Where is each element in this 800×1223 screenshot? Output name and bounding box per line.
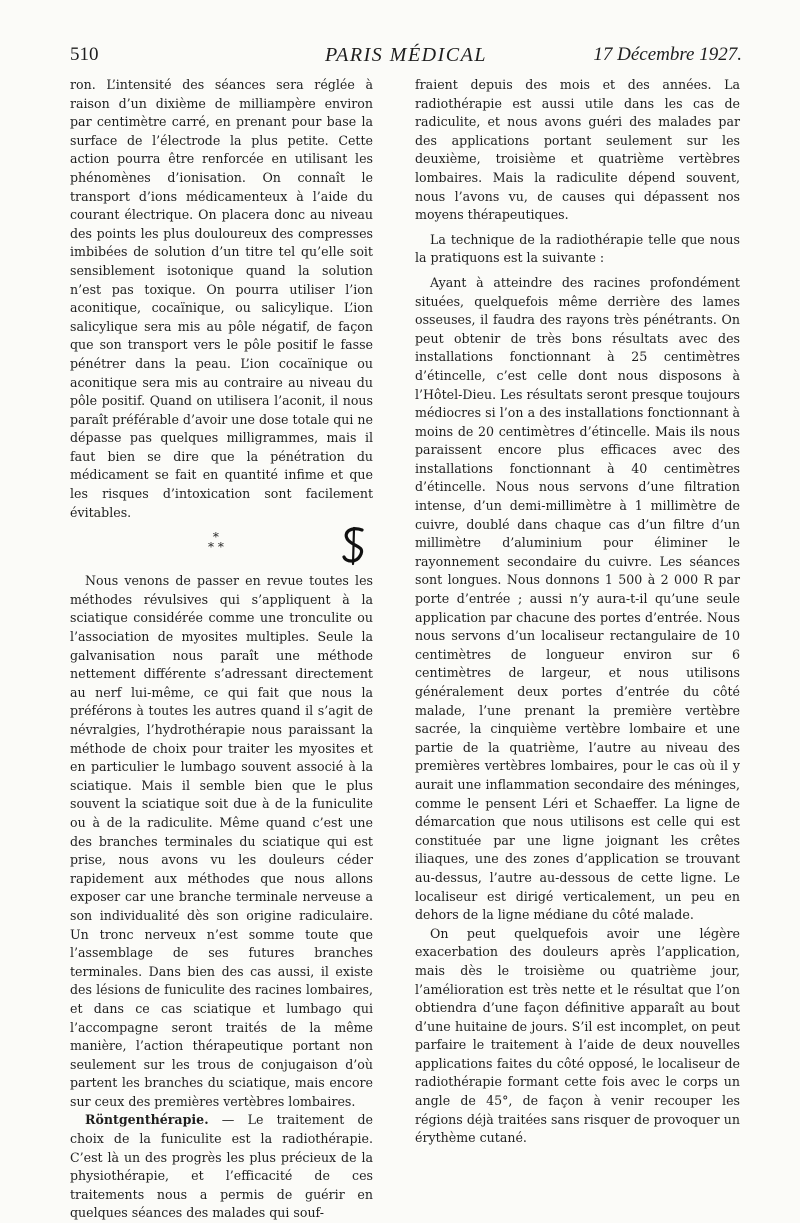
paragraph: La technique de la radiothérapie telle que nous la pratiquons est la suivante : [415,231,740,266]
right-column [415,76,740,1148]
handwritten-mark-icon [338,524,372,568]
issue-date: 17 Décembre 1927. [593,44,742,65]
left-column [70,76,373,1223]
paragraph: Ayant à atteindre des racines profondément situées, quelquefois même derrière des lames osseuses, il faudra des rayons très pénétrants. On peut obtenir de très bons résultats avec des installations fonctionnant à 25 centimètres d’étincelle, c’est celle dont nous disposons à l’Hôtel-Dieu. Les résultats seront presque toujours médiocres si l’on a des installations fonctionnant à moins de 20 centimètres d’étincelle. Mais ils nous paraissent encore plus efficaces avec des installations fonctionnant à 40 centimètres d’étincelle. Nous nous servons d’une filtration intense, d’un demi-millimètre à 1 millimètre de cuivre, doublé dans chaque cas d’un filtre d’un millimètre d’aluminium pour éliminer le rayonnement secondaire du cuivre. Les séances sont longues. Nous donnons 1 500 à 2 000 R par porte d’entrée ; aussi n’y aura-t-il qu’une seule application par chacune des portes d’entrée. Nous nous servons d’un localiseur rectangulaire de 10 centimètres de longueur environ sur 6 centimètres de largeur, et nous utilisons généralement deux portes d’entrée du côté malade, l’une prenant la première vertèbre sacrée, la cinquième vertèbre lombaire et une partie de la quatrième, l’autre au niveau des premières vertèbres lombaires, pour le cas où il y aurait une inflammation secondaire des méninges, comme le pensent Léri et Schaeffer. La ligne de démarcation que nous utilisons est celle qui est constituée par une ligne joignant les crêtes iliaques, une des zones d’application se trouvant au-dessus, l’autre au-dessous de cette ligne. Le localiseur est dirigé verticalement, un peu en dehors de la ligne médiane du côté malade. [415,274,740,923]
paragraph-text: — Le traitement de choix de la funiculite est la radiothérapie. C’est là un des progrès les plus précieux de la physiothérapie, et l’efficacité de ces traitements nous a permis de guérir en quelques séances des malades qui souf- [70,1112,373,1221]
asterism-top: * [212,530,219,545]
section-heading: Röntgenthérapie. [85,1112,209,1128]
journal-title: PARIS MÉDICAL [325,44,487,66]
paragraph: Nous venons de passer en revue toutes les méthodes révulsives qui s’appliquent à la sciatique considérée comme une tronculite ou l’association de myosites multiples. Seule la galvanisation nous paraît une méthode nettement différente s’adressant directement au nerf lui-même, ce qui fait que nous la préférons à toutes les autres quand il s’agit de névralgies, l’hydrothérapie nous paraissant la méthode de choix pour traiter les myosites et en particulier le lumbago souvent associé à la sciatique. Mais il semble bien que le plus souvent la sciatique soit due à de la funiculite ou à de la radiculite. Même quand c’est une des branches terminales du sciatique qui est prise, nous avons vu les douleurs céder rapidement aux méthodes que nous allons exposer car une branche terminale nerveuse a son individualité dès son origine radiculaire. Un tronc nerveux n’est somme toute que l’assemblage de ses futures branches terminales. Dans bien des cas aussi, il existe des lésions de funiculite des racines lombaires, et dans ce cas sciatique et lumbago qui l’accompagne seront traités de la même manière, l’action thérapeutique portant non seulement sur les trous de conjugaison d’où partent les branches du sciatique, mais encore sur ceux des premières vertèbres lombaires. [70,573,373,1109]
asterism [208,530,224,555]
page-number: 510 [70,44,99,65]
paragraph [70,1111,373,1223]
paragraph: On peut quelquefois avoir une légère exacerbation des douleurs après l’application, mais dès le troisième ou quatrième jour, l’amélioration est très nette et le résultat que l’on obtiendra d’une façon définitive apparaît au bout d’une huitaine de jours. S’il est incomplet, on peut parfaire le traitement à l’aide de deux nouvelles applications faites du côté opposé, le localiseur de radiothérapie formant cette fois avec le corps un angle de 45°, de façon à venir recouper les régions déjà traitées sans risquer de provoquer un érythème cutané. [415,925,740,1146]
section-separator [70,522,373,572]
asterism-bottom: * * [208,540,224,555]
paragraph: ron. L’intensité des séances sera réglée à raison d’un dixième de milliampère environ par centimètre carré, en prenant pour base la surface de l’électrode la plus petite. Cette action pourra être renforcée en utilisant les phénomènes d’ionisation. On connaît le transport d’ions médicamenteux à l’aide du courant électrique. On placera donc au niveau des points les plus douloureux des compresses imbibées de solution d’un titre tel qu’elle soit sensiblement isotonique quand la solution n’est pas toxique. On pourra utiliser l’ion aconitique, cocaïnique, ou salicylique. L’ion salicylique sera mis au pôle négatif, de façon que son transport vers le pôle positif le fasse pénétrer dans la peau. L’ion cocaïnique ou aconitique sera mis au contraire au niveau du pôle positif. Quand on utilisera l’aconit, il nous paraît préférable d’avoir une dose totale qui ne dépasse pas quelques milligrammes, mais il faut bien se dire que la pénétration du médicament se fait en quantité infime et que les risques d’intoxication sont facilement évitables. [70,77,373,520]
running-header [70,44,742,70]
paragraph: fraient depuis des mois et des années. La radiothérapie est aussi utile dans les cas de radiculite, et nous avons guéri des malades par des applications portant seulement sur les deuxième, troisième et quatrième vertèbres lombaires. Mais la radiculite dépend souvent, nous l’avons vu, de causes qui dépassent nos moyens thérapeutiques. [415,77,740,223]
